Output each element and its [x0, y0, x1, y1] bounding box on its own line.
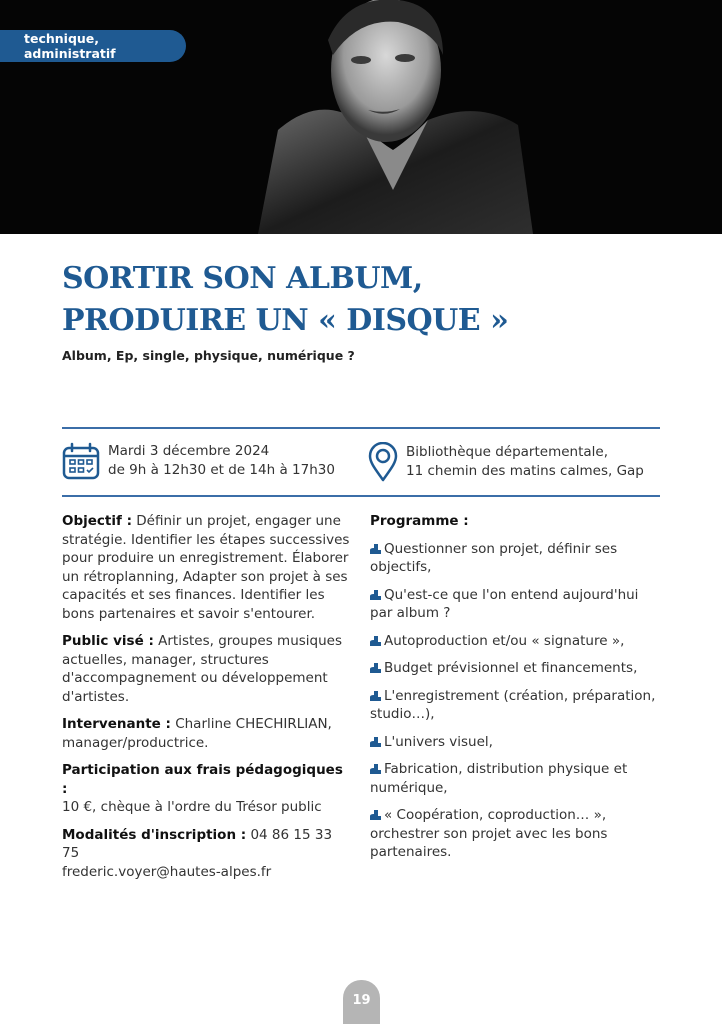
intervenante-section: [62, 715, 352, 752]
programme-item-text: Questionner son projet, définir ses objectifs,: [370, 540, 618, 575]
programme-item-text: Fabrication, distribution physique et numérique,: [370, 761, 628, 796]
programme-item-text: L'enregistrement (création, préparation, studio…),: [370, 687, 656, 722]
boot-bullet-icon: [370, 590, 381, 600]
programme-item: [370, 659, 660, 678]
page-title: [62, 258, 682, 342]
programme-item: [370, 806, 660, 862]
event-date: Mardi 3 décembre 2024: [108, 443, 270, 459]
programme-list: [370, 540, 660, 862]
objectif-label: Objectif :: [62, 513, 132, 529]
title-line-2: PRODUIRE UN « DISQUE »: [62, 303, 509, 338]
boot-bullet-icon: [370, 810, 381, 820]
inscription-label: Modalités d'inscription :: [62, 826, 247, 843]
event-location-text: [406, 443, 644, 481]
details-column: [62, 512, 352, 890]
objectif-text: Définir un projet, engager une stratégie. Identifier les étapes successives pour produire un enregistrement. Élaborer un rétroplanning, Adapter son projet à ses capacités et ses finances. Identifier les bons partenaires et savoir s'entourer.: [62, 513, 350, 622]
objectif-section: [62, 512, 352, 623]
venue-name: Bibliothèque départementale,: [406, 444, 609, 460]
programme-item-text: L'univers visuel,: [384, 733, 493, 750]
divider-top: [62, 427, 660, 429]
intervenante-label: Intervenante :: [62, 716, 171, 732]
programme-item: [370, 687, 660, 724]
event-date-text: [108, 442, 335, 480]
divider-bottom: [62, 495, 660, 497]
subtitle: Album, Ep, single, physique, numérique ?: [62, 348, 355, 363]
location-pin-icon: [368, 442, 398, 482]
frais-text: 10 €, chèque à l'ordre du Trésor public: [62, 799, 322, 815]
boot-bullet-icon: [370, 764, 381, 774]
inscription-phone[interactable]: 04 86 15 33 75: [62, 826, 333, 861]
boot-bullet-icon: [370, 544, 381, 554]
event-location-block: [368, 442, 644, 482]
inscription-section: [62, 826, 352, 882]
programme-item-text: Autoproduction et/ou « signature »,: [384, 632, 625, 649]
inscription-email[interactable]: frederic.voyer@hautes-alpes.fr: [62, 863, 272, 880]
programme-item-text: Budget prévisionnel et financements,: [384, 660, 638, 676]
programme-item: [370, 540, 660, 577]
intervenante-text: Charline CHECHIRLIAN, manager/productrice.: [62, 716, 332, 751]
public-label: Public visé :: [62, 633, 154, 649]
programme-item: [370, 632, 660, 651]
title-line-1: SORTIR SON ALBUM,: [62, 261, 423, 296]
boot-bullet-icon: [370, 636, 381, 646]
programme-item: [370, 760, 660, 797]
boot-bullet-icon: [370, 663, 381, 673]
event-date-block: [62, 442, 335, 480]
programme-column: [370, 512, 660, 871]
portrait-photo: [248, 0, 538, 234]
category-tag: technique, administratif: [0, 30, 186, 62]
frais-label: Participation aux frais pédagogiques :: [62, 762, 343, 797]
programme-item-text: Qu'est-ce que l'on entend aujourd'hui par album ?: [370, 586, 639, 621]
programme-item: [370, 586, 660, 623]
event-hours: de 9h à 12h30 et de 14h à 17h30: [108, 462, 335, 478]
public-text: Artistes, groupes musiques actuelles, manager, structures d'accompagnement ou développement d'artistes.: [62, 633, 343, 705]
calendar-icon: [62, 442, 100, 480]
frais-section: [62, 761, 352, 817]
programme-item-text: « Coopération, coproduction… », orchestrer son projet avec les bons partenaires.: [370, 807, 608, 860]
header-photo-banner: [0, 0, 722, 234]
programme-item: [370, 733, 660, 752]
venue-address: 11 chemin des matins calmes, Gap: [406, 463, 644, 479]
boot-bullet-icon: [370, 691, 381, 701]
page-number: 19: [343, 980, 380, 1024]
public-section: [62, 632, 352, 706]
programme-title: Programme :: [370, 513, 469, 529]
boot-bullet-icon: [370, 737, 381, 747]
